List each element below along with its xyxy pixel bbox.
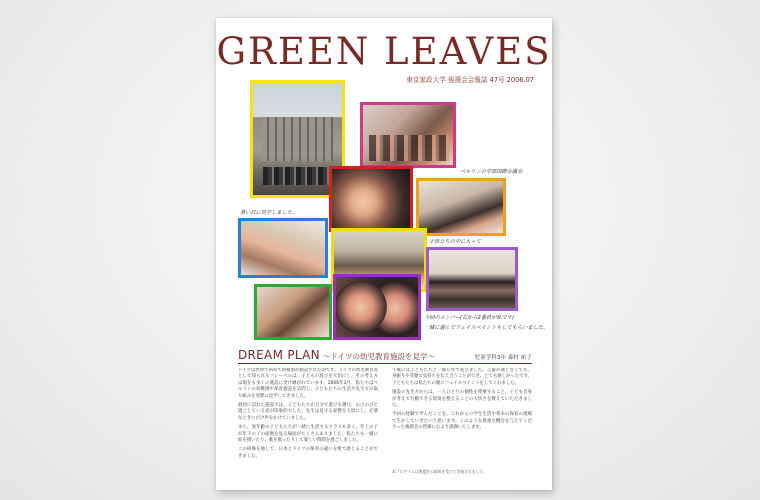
photo-drawing-kids	[238, 218, 328, 278]
article-title-jp: ～ドイツの幼児教育施設を見学～	[322, 352, 436, 361]
photo-face-paint	[333, 274, 421, 340]
paragraph: 午後には子どもたちと一緒に外で遊びました。言葉が通じなくても、身振りや笑顔で気持ちを伝え合うことができ、とても嬉しかったです。子どもたちは私たちの顔にフェイスペイントをしてくれました。	[392, 368, 532, 386]
article-title-en: DREAM PLAN	[238, 348, 320, 362]
paragraph: ドイツは世界で初めて幼稚園が創設された国です。ドイツの幼児教育者として知られるフレーベルは、子どもの遊びを大切にし、その考え方は現在も多くの施設に受け継がれています。2006年3月、私たちはベルリンの幼稚園や保育施設を訪問し、子どもたちの生活や先生方の取り組みを実際に見学してきました。	[238, 368, 378, 399]
caption-1: ベルリンの学部国際会議会	[460, 169, 523, 175]
paragraph: 施設の先生方からは、一人ひとりの個性を尊重すること、子ども自身が考えて行動できる環境を整えることの大切さを教えていただきました。	[392, 390, 532, 409]
caption-2: 暑い日に見学しました。	[240, 210, 298, 216]
paragraph: また、異年齢の子どもたちが一緒に生活するクラスも多く、年上の子が年下の子の面倒を見る場面がたくさんありました。私たちも一緒に絵を描いたり、歌を歌ったりして楽しい時間を過ごしました。	[238, 425, 378, 444]
article-column-right	[392, 368, 532, 466]
newsletter-page	[216, 18, 552, 490]
photo-children-table	[416, 178, 506, 236]
article-column-left	[238, 368, 378, 480]
caption-4: 今回のメンバー(右から2番目が私です)	[424, 315, 514, 321]
photo-children-closeup	[329, 166, 413, 232]
photo-playing	[254, 284, 332, 340]
title-rule	[238, 363, 532, 364]
article-title	[238, 348, 435, 362]
article-author: 児童学科3年 森村 祐子	[474, 355, 532, 361]
photo-members-group	[426, 247, 518, 311]
caption-5: 一緒に遊んでフェイスペイントもしてもらいました。	[424, 325, 549, 331]
issue-line: 東京家政大学 後援会会報誌 47号 2006.07	[406, 76, 534, 84]
photo-group-room	[360, 102, 456, 168]
paragraph: 今回の経験で学んだことを、これからの学生生活や将来の保育の現場で生かしていきたいと思います。このような貴重な機会を与えてくださった後援会の皆様に心より感謝いたします。	[392, 412, 532, 431]
paragraph: 最初に訪れた施設では、子どもたちが自分で遊びを選び、のびのびと過ごしている姿が印象的でした。先生は見守る姿勢を大切にし、必要なときにだけ声をかけていました。	[238, 403, 378, 421]
caption-3: 子供たちの中に入って	[429, 239, 481, 245]
paragraph: この研修を通して、日本とドイツの保育の違いを肌で感じることができました。	[238, 447, 378, 459]
article-footnote: 本プログラムは後援会の助成を受けて実施されました。	[392, 469, 487, 474]
masthead-title: GREEN LEAVES	[216, 30, 552, 73]
